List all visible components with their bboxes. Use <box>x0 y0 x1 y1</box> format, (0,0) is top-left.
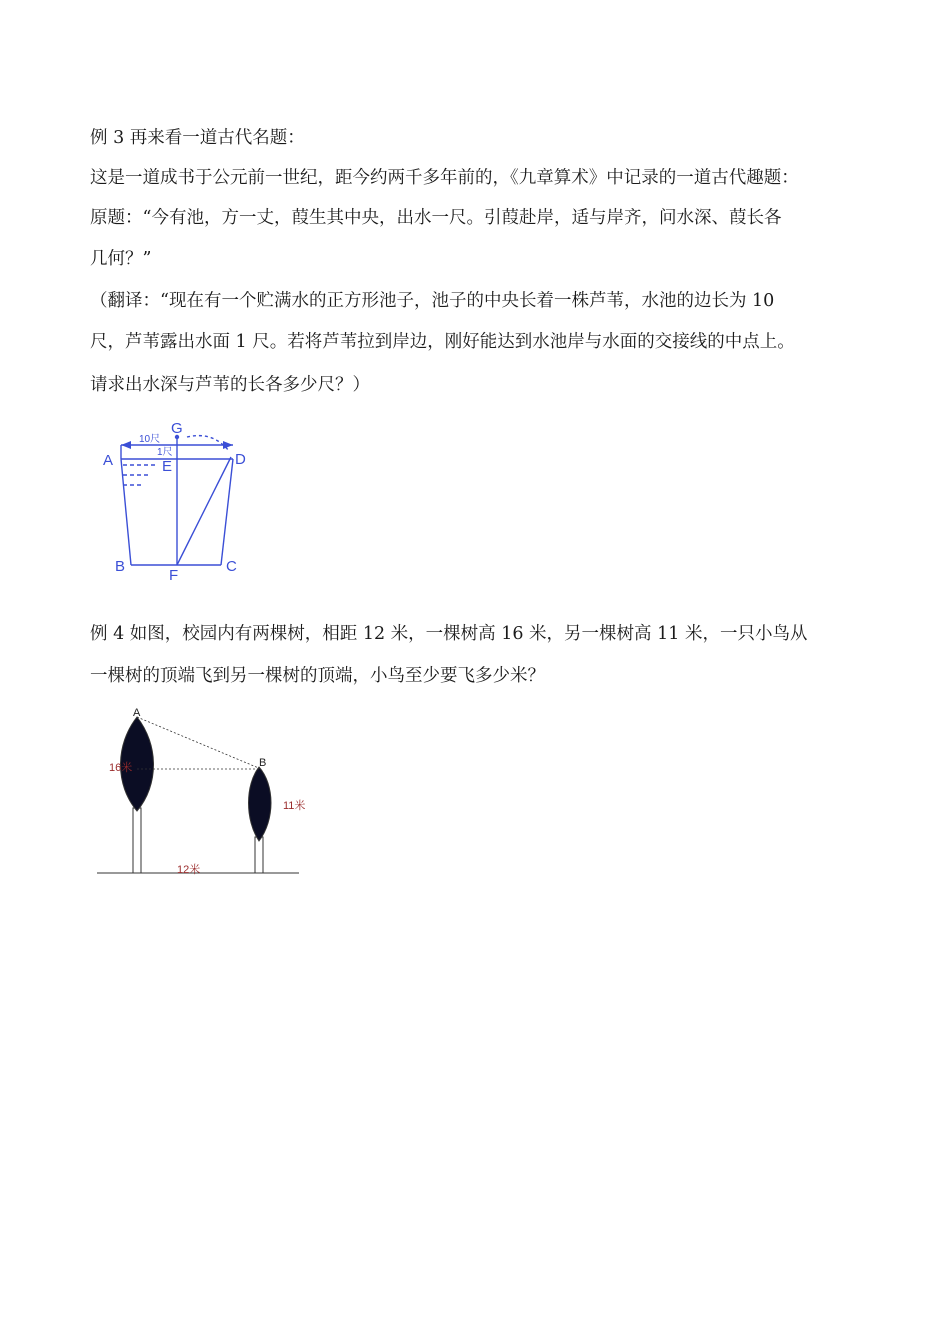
tall-tree-height-label: 16米 <box>109 762 133 774</box>
example3-line-2: 原题：“今有池，方一丈，葭生其中央，出水一尺。引葭赴岸，适与岸齐，问水深、葭长各 <box>90 208 782 228</box>
example3-line-6: 请求出水深与芦苇的长各多少尺？） <box>90 375 370 395</box>
label-a: A <box>103 452 114 469</box>
example3-line-1: 这是一道成书于公元前一世纪，距今约两千多年前的，《九章算术》中记录的一道古代趣题： <box>90 168 799 188</box>
label-c: C <box>226 558 237 575</box>
example4-line-1: 例 4 如图，校园内有两棵树，相距 12 米，一棵树高 16 米，另一棵树高 11 米，一只小鸟从 <box>90 624 808 644</box>
pool-reed-diagram <box>95 415 265 585</box>
label-f: F <box>169 567 179 584</box>
label-e: E <box>162 458 173 475</box>
label-b: B <box>115 558 126 575</box>
label-d: D <box>235 451 246 468</box>
label-b: B <box>259 757 267 769</box>
example3-line-5: 尺，芦苇露出水面 1 尺。若将芦苇拉到岸边，刚好能达到水池岸与水面的交接线的中点上。 <box>90 332 795 352</box>
short-tree-height-label: 11米 <box>283 800 305 812</box>
two-trees-diagram <box>95 705 305 880</box>
flight-path-line <box>137 717 261 769</box>
example3-line-3: 几何？” <box>90 249 152 269</box>
label-a: A <box>133 707 141 719</box>
example3-line-4: （翻译：“现在有一个贮满水的正方形池子，池子的中央长着一株芦苇，水池的边长为 10 <box>90 291 775 311</box>
label-10-chi: 10尺 <box>139 434 161 445</box>
tall-tree-trunk <box>133 808 141 873</box>
short-tree-crown <box>249 767 272 841</box>
arrow-right-head <box>223 441 233 449</box>
example3-heading: 例 3 再来看一道古代名题： <box>90 128 305 148</box>
arrow-left-head <box>121 441 131 449</box>
distance-label: 12米 <box>177 864 201 876</box>
example4-line-2: 一棵树的顶端飞到另一棵树的顶端，小鸟至少要飞多少米？ <box>90 666 545 686</box>
label-1-chi: 1尺 <box>157 447 173 458</box>
reed-arc <box>187 436 229 451</box>
label-g: G <box>171 420 183 437</box>
short-tree-trunk <box>255 837 263 873</box>
